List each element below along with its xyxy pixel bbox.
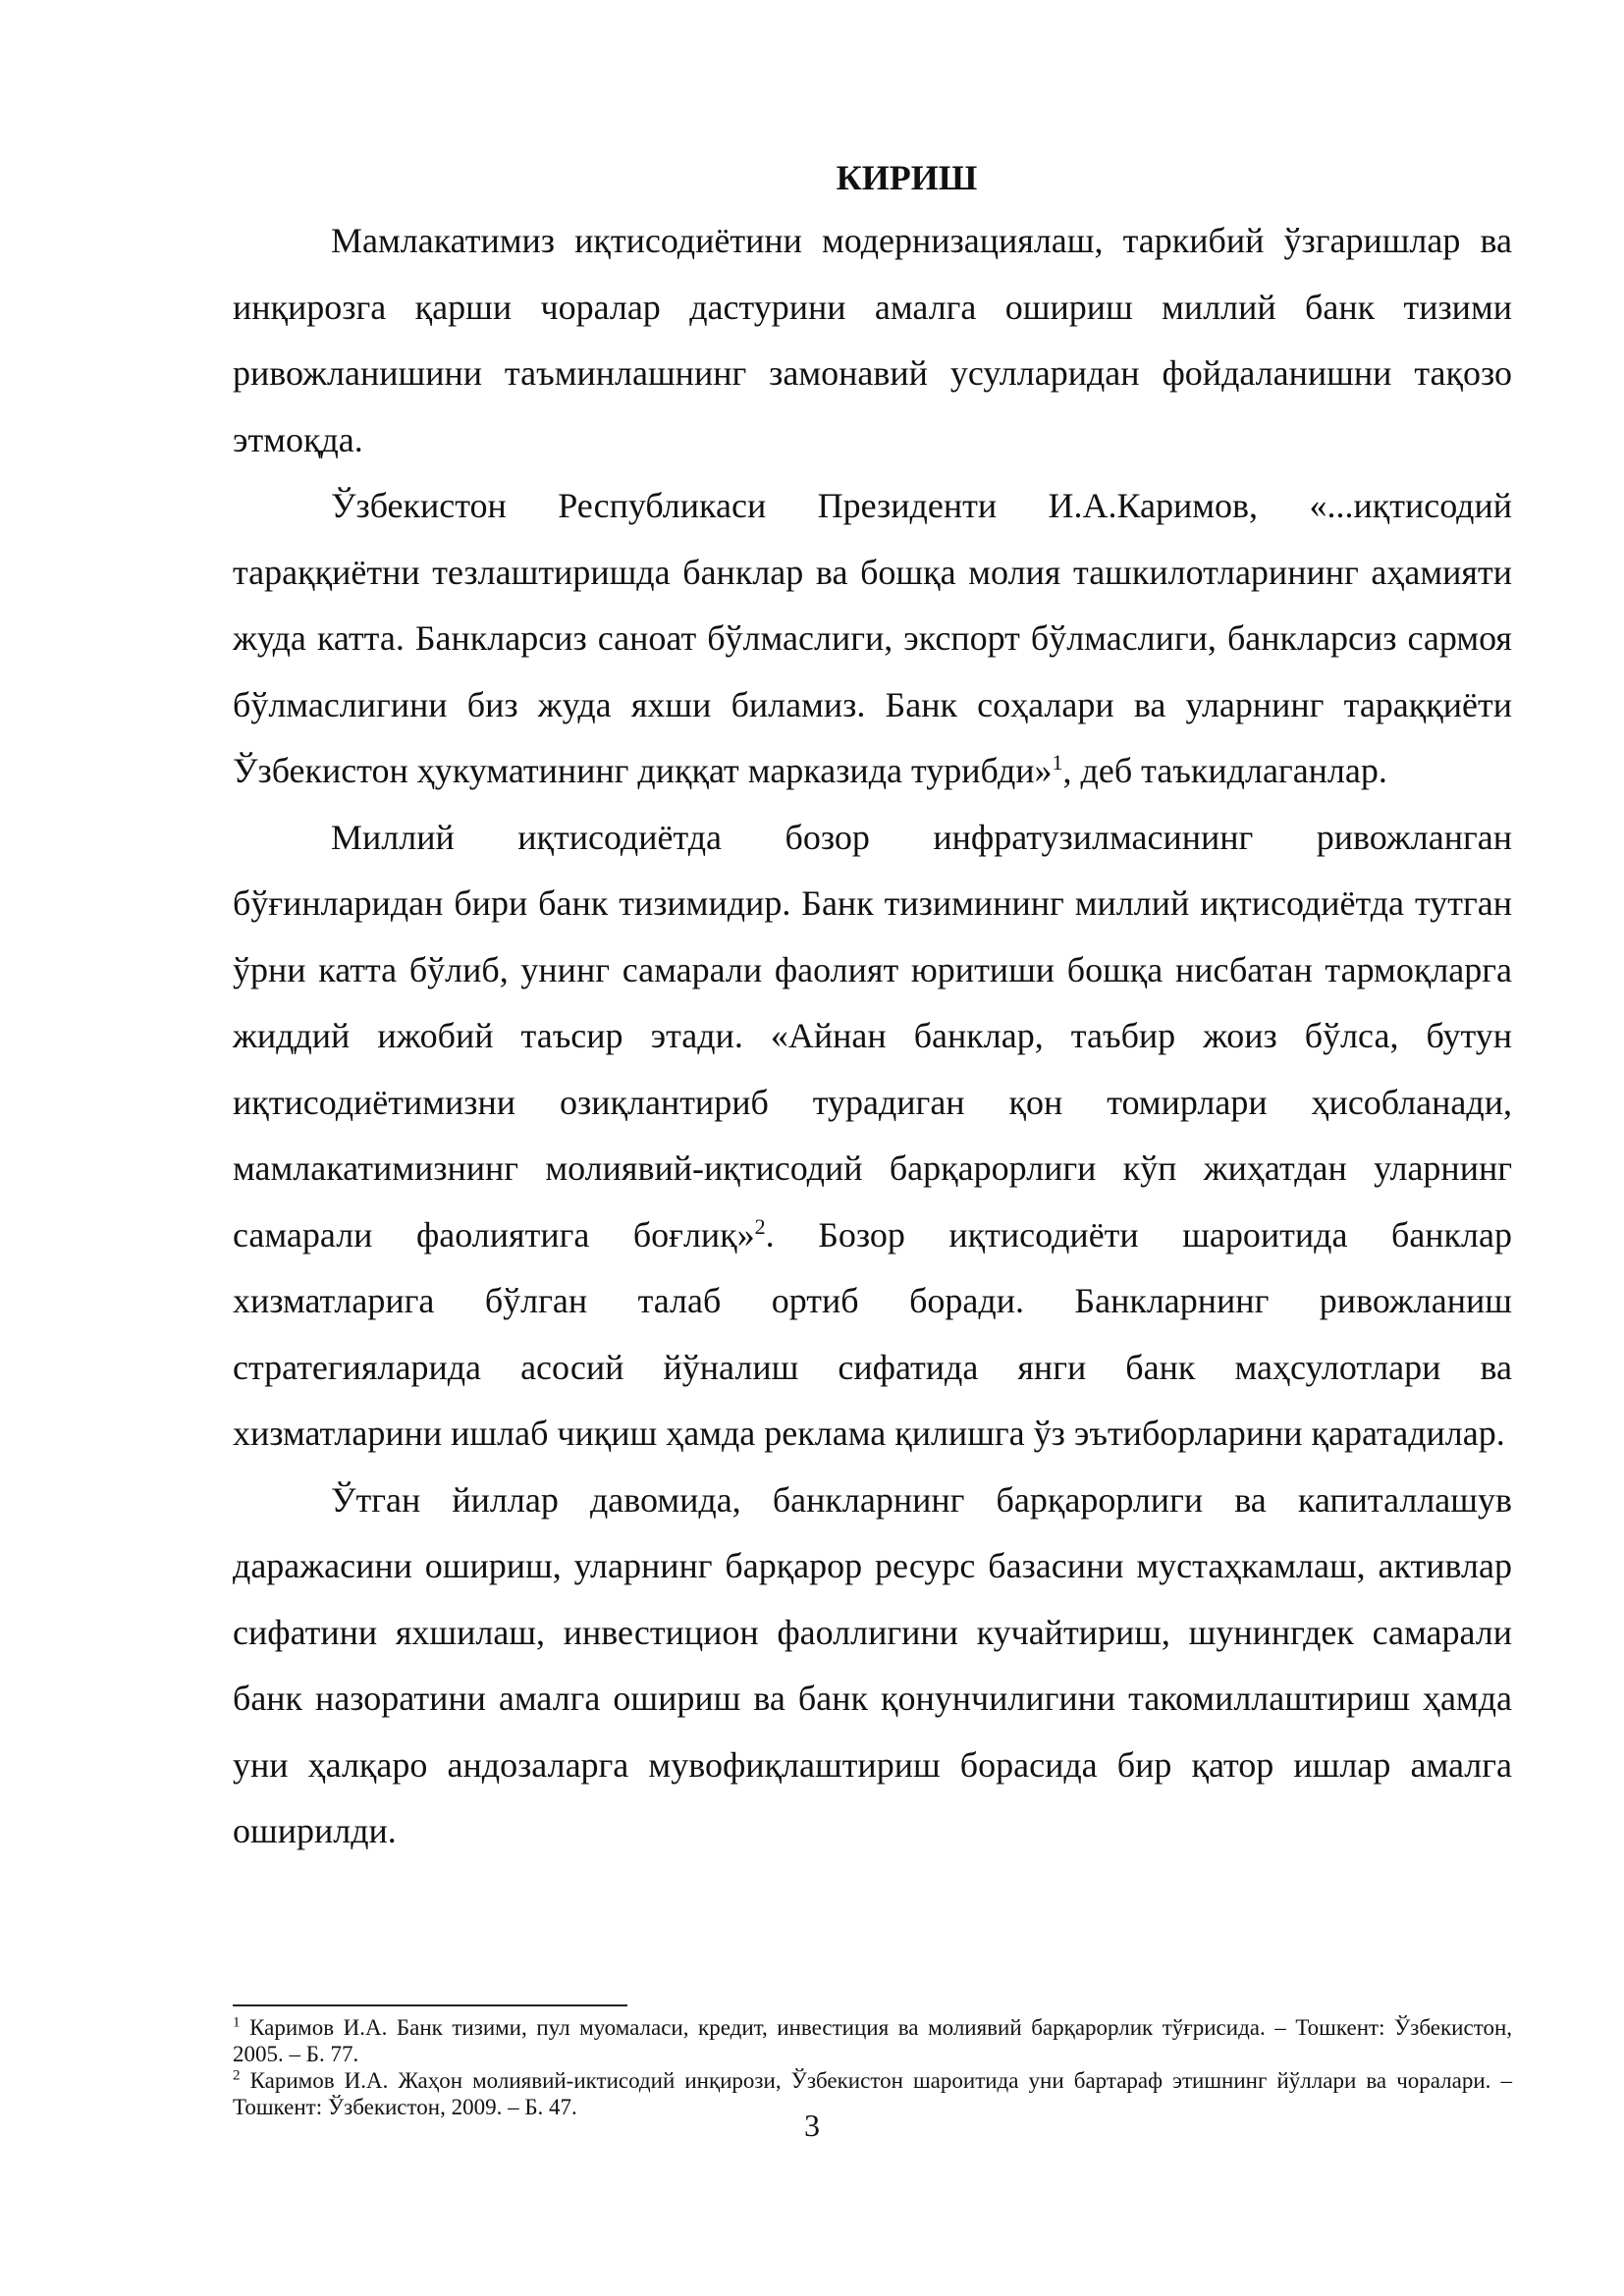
chapter-title: КИРИШ <box>836 158 978 197</box>
paragraph-text: Ўтган йиллар давомида, банкларнинг барқарорлиги ва капиталлашув даражасини ошириш, уларнинг барқарор ресурс базасини мустаҳкамлаш, активлар сифатини яхшилаш, инвестицион фаоллигини кучайтириш, шунингдек самарали банк назоратини амалга ошириш ва банк қонунчилигини такомиллаштириш ҳамда уни ҳалқаро андозаларга мувофиқлаштириш борасида бир қатор ишлар амалга оширилди. <box>233 1479 1512 1850</box>
paragraph-3 <box>233 805 1512 1468</box>
footnote-number: 2 <box>233 2067 241 2084</box>
paragraph-text: Миллий иқтисодиётда бозор инфратузилмасининг ривожланган бўғинларидан бири банк тизимидир. Банк тизимининг миллий иқтисодиётда тутган ўрни катта бўлиб, унинг самарали фаолият юритиши бошқа нисбатан тармоқларга жиддий ижобий таъсир этади. «Айнан банклар, таъбир жоиз бўлса, бутун иқтисодиётимизни озиқлантириб турадиган қон томирлари ҳисобланади, мамлакатимизнинг молиявий-иқтисодий барқарорлиги кўп жиҳатдан уларнинг самарали фаолиятига боғлиқ» <box>233 817 1512 1255</box>
footnote-1 <box>233 2014 1512 2067</box>
footnotes <box>233 2014 1512 2120</box>
page-number: 3 <box>804 2108 820 2143</box>
paragraph-text: Мамлакатимиз иқтисодиётини модернизациялаш, таркибий ўзгаришлар ва инқирозга қарши чоралар дастурини амалга ошириш миллий банк тизими ривожланишини таъминлашнинг замонавий усулларидан фойдаланишни тақозо этмоқда. <box>233 221 1512 459</box>
paragraph-4 <box>233 1468 1512 1865</box>
paragraph-text: . Бозор иқтисодиёти шароитида банклар хизматларига бўлган талаб ортиб боради. Банкларнинг ривожланиш стратегияларида асосий йўналиш сифатида янги банк маҳсулотлари ва хизматларини ишлаб чиқиш ҳамда реклама қилишга ўз эътиборларини қаратадилар. <box>233 1214 1512 1453</box>
paragraph-text: Ўзбекистон Республикаси Президенти И.А.Каримов, «...иқтисодий тараққиётни тезлаштиришда банклар ва бошқа молия ташкилотларининг аҳамияти жуда катта. Банкларсиз саноат бўлмаслиги, экспорт бўлмаслиги, банкларсиз сармоя бўлмаслигини биз жуда яхши биламиз. Банк соҳалари ва уларнинг тараққиёти Ўзбекистон ҳукуматининг диққат марказида турибди» <box>233 486 1512 790</box>
footnote-ref-2[interactable]: 2 <box>754 1213 766 1239</box>
footnote-text: Каримов И.А. Банк тизими, пул муомаласи, кредит, инвестиция ва молиявий барқарорлик тўғрисида. – Тошкент: Ўзбекистон, 2005. – Б. 77. <box>233 2015 1513 2066</box>
footnote-ref-1[interactable]: 1 <box>1052 750 1063 774</box>
paragraph-text: , деб таъкидлаганлар. <box>1062 751 1387 790</box>
footnote-text: Каримов И.А. Жаҳон молиявий-иктисодий инқирози, Ўзбекистон шароитида уни бартараф этишнинг йўллари ва чоралари. – Тошкент: Ўзбекистон, 2009. – Б. 47. <box>233 2068 1513 2119</box>
paragraph-1 <box>233 208 1512 473</box>
main-text <box>233 147 1512 1865</box>
footnote-number: 1 <box>233 2014 241 2031</box>
paragraph-2 <box>233 473 1512 805</box>
footnote-separator <box>233 2004 627 2006</box>
